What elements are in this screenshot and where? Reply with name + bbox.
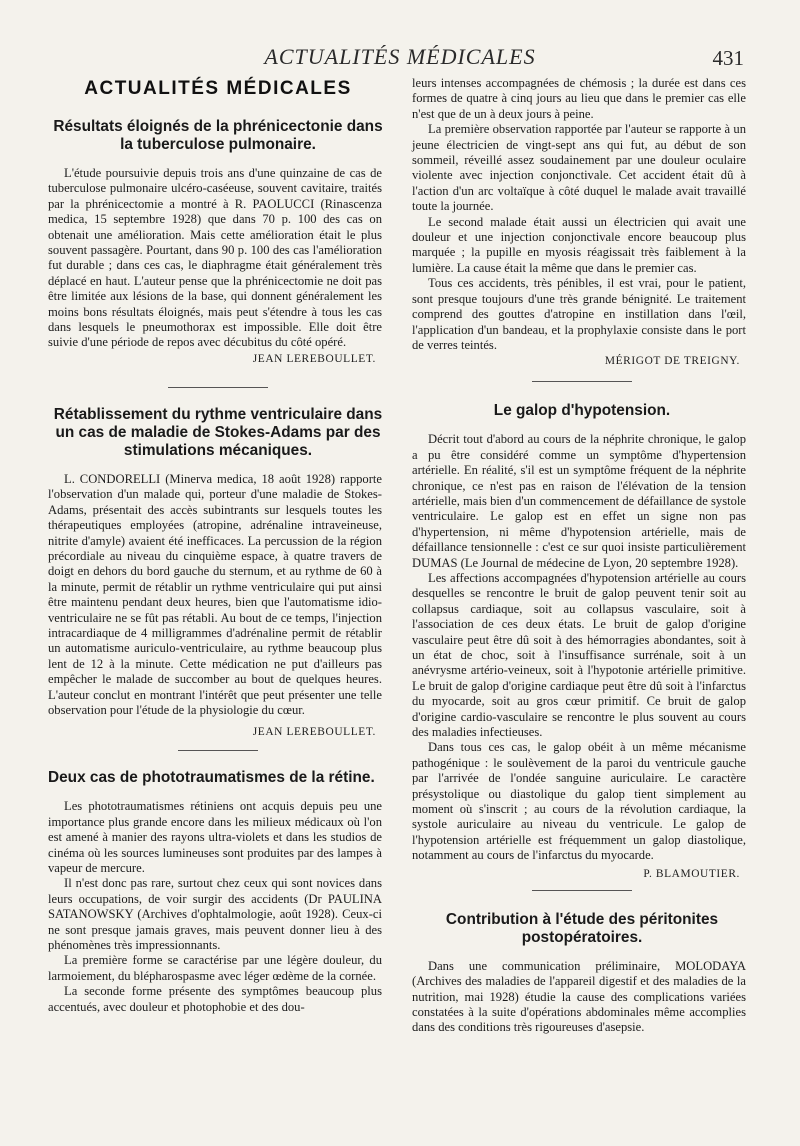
article-title: Contribution à l'étude des péritonites postopératoires.	[445, 910, 719, 946]
article-title: Le galop d'hypotension.	[493, 402, 671, 420]
section-heading: ACTUALITÉS MÉDICALES	[84, 78, 352, 99]
paragraph: La première observation rapportée par l'auteur se rapporte à un jeune électricien de vingt-sept ans qui fut, au début de son sommeil, réveillé assez soudainement par une douleur oculaire violente avec injection conjonctivale. Cet accident était dû à l'action d'un arc voltaïque à côté duquel le malade avait travaillé toute la journée.	[412, 122, 746, 214]
article-phrenicectomie	[48, 118, 388, 388]
author-signature: JEAN LEREBOULLET.	[252, 726, 376, 739]
article-peritonites	[412, 911, 752, 1036]
section-divider	[532, 890, 632, 891]
article-body	[48, 472, 382, 719]
article-body	[412, 432, 746, 863]
paragraph: Les phototraumatismes rétiniens ont acquis depuis peu une importance plus grande encore dans les milieux médicaux où l'on est amené à manier des rayons ultra-violets et dans les studios de cinéma où les sources lumineuses sont produites par des lampes à vapeur de mercure.	[48, 799, 382, 875]
section-divider	[532, 381, 632, 382]
right-column	[412, 76, 752, 1036]
article-body	[412, 76, 746, 353]
article-phototraumatismes	[48, 769, 388, 1015]
paragraph: Le second malade était aussi un électricien qui avait une douleur et une injection conjonctivale encore beaucoup plus marquée ; la pupille en myosis réagissait très faiblement à la lumière. La cause était la même que dans le premier cas.	[412, 214, 746, 275]
paragraph: Dans une communication préliminaire, MOLODAYA (Archives des maladies de l'appareil digestif et des maladies de la nutrition, mai 1928) étudie la cause des complications variées constatées à la suite d'opérations abdominales même accomplies dans des conditions très rigoureuses d'asepsie.	[412, 958, 746, 1035]
article-galop-hypotension	[412, 402, 752, 890]
author-signature: JEAN LEREBOULLET.	[252, 352, 376, 365]
section-divider	[168, 387, 268, 388]
article-stokes-adams	[48, 406, 388, 752]
paragraph: La seconde forme présente des symptômes beaucoup plus accentués, avec douleur et photophobie et des dou-	[48, 984, 382, 1014]
paragraph: Les affections accompagnées d'hypotension artérielle au cours desquelles se rencontre le bruit de galop peuvent tenir soit au collapsus cardiaque, soit au collapsus vasculaire, soit à l'association de ces deux états. Le bruit de galop d'origine vasculaire peut être dû soit à des hémorragies abondantes, soit à un état de choc, soit à l'insuffisance surrénale, soit à un anévrysme artério-veineux, soit à l'hypotonie artérielle primitive. Le bruit de galop d'origine cardiaque peut être dû soit à l'infarctus du myocarde, soit au gros cœur primitif. Ce bruit de galop d'origine cardio-vasculaire se rencontre le plus souvent au cours des maladies infectieuses.	[412, 570, 746, 740]
page-number: 431	[712, 46, 744, 70]
paragraph: Dans tous ces cas, le galop obéit à un même mécanisme pathogénique : le soulèvement de la paroi du ventricule gauche par l'arrivée de l'ondée sanguine auriculaire. Le caractère présystolique ou diastolique du galop tient simplement au moment où s'inscrit ; au cours de la révolution cardiaque, la systole auriculaire au niveau du ventricule. Le galop de l'hypotension artérielle est fréquemment un galop diastolique, notamment au cours de l'infarctus du myocarde.	[412, 740, 746, 863]
paragraph: L. CONDORELLI (Minerva medica, 18 août 1928) rapporte l'observation d'un malade qui, porteur d'une maladie de Stokes-Adams, présentait des accès subintrants sur lesquels toutes les thérapeutiques employées (atropine, adrénaline intraveineuse, nitrite d'amyle) avaient été inefficaces. La percussion de la région précordiale au niveau du cinquième espace, à quatre travers de doigt en dehors du bord gauche du sternum, et au rythme de 60 à la minute, permit de rétablir un rythme ventriculaire qui put ainsi être maintenu pendant deux heures, bien que l'automatisme idio-ventriculaire ne se fût pas rétabli. Au bout de ce temps, l'injection intracardiaque de 4 milligrammes d'adrénaline permit de rétablir un automatisme auriculo-ventriculaire, au rythme beaucoup plus lent de 12 à la minute. Cette médication ne put d'ailleurs pas empêcher le malade de succomber au bout de quelques heures. L'auteur conclut en montrant l'intérêt que peut présenter une telle observation pour l'étude de la physiologie du cœur.	[48, 471, 382, 717]
running-title: ACTUALITÉS MÉDICALES	[264, 44, 536, 69]
section-divider	[178, 750, 258, 751]
paragraph: leurs intenses accompagnées de chémosis ; la durée est dans ces formes de quatre à cinq jours au lieu que dans le premier cas elle n'est que de un à deux jours à peine.	[412, 76, 746, 121]
author-signature: MÉRIGOT DE TREIGNY.	[604, 355, 740, 368]
article-title: Rétablissement du rythme ventriculaire dans un cas de maladie de Stokes-Adams par des stimulations mécaniques.	[53, 405, 383, 459]
paragraph: Tous ces accidents, très pénibles, il est vrai, pour le patient, sont presque toujours d'une très grande bénignité. Le traitement comprend des gouttes d'atropine en instillation dans l'œil, l'application d'un bandeau, et la prophylaxie consiste dans le port de verres teintés.	[412, 276, 746, 352]
left-column	[48, 76, 388, 1015]
article-title: Résultats éloignés de la phrénicectonie dans la tuberculose pulmonaire.	[53, 118, 383, 153]
paragraph: Décrit tout d'abord au cours de la néphrite chronique, le galop a pu être considéré comme un symptôme d'hypertension artérielle. En réalité, s'il est un symptôme fréquent de la néphrite chronique, ce n'est pas en raison de l'élévation de la tension artérielle, mais bien d'un commencement de défaillance de systole ventriculaire. Le galop est en effet un signe non pas d'hypertension, ni même d'hypotension artérielle, mais de défaillance tensionnelle : c'est ce sur quoi insiste particulièrement DUMAS (Le Journal de médecine de Lyon, 20 septembre 1928).	[412, 432, 746, 570]
article-body	[412, 959, 746, 1036]
article-phototraumatismes-continued	[412, 76, 752, 382]
running-header	[0, 42, 800, 76]
article-body	[48, 166, 382, 351]
article-body	[48, 799, 382, 1015]
paragraph: L'étude poursuivie depuis trois ans d'une quinzaine de cas de tuberculose pulmonaire ulcéro-caséeuse, souvent cavitaire, traités par la phrénicectomie a montré à R. PAOLUCCI (Rinascenza medica, 15 septembre 1928) que dans 70 p. 100 des cas on obtenait une amélioration. Mais cette amélioration était le plus souvent passagère. Pourtant, dans 90 p. 100 des cas l'amélioration fut durable ; dans ces cas, le diaphragme était généralement très déplacé en haut. L'auteur pense que la phrénicectomie ne doit pas être limitée aux lésions de la base, qui donnent généralement les moins bons résultats éloignés, mais peut s'étendre à tous les cas dans lesquels le pneumothorax est impossible. Elle doit être suivie d'une période de repos avec décubitus du côté opéré.	[48, 166, 382, 350]
author-signature: P. BLAMOUTIER.	[643, 867, 740, 880]
paragraph: Il n'est donc pas rare, surtout chez ceux qui sont novices dans leurs occupations, de voir surgir des accidents (Dr PAULINA SATANOWSKY (Archives d'ophtalmologie, août 1928). Ceux-ci ne sont presque jamais graves, mais peuvent donner lieu à des phénomènes très impressionnants.	[48, 876, 382, 953]
paragraph: La première forme se caractérise par une légère douleur, du larmoiement, du blépharospasme avec léger œdème de la cornée.	[48, 953, 382, 983]
article-title: Deux cas de phototraumatismes de la rétine.	[48, 769, 375, 787]
